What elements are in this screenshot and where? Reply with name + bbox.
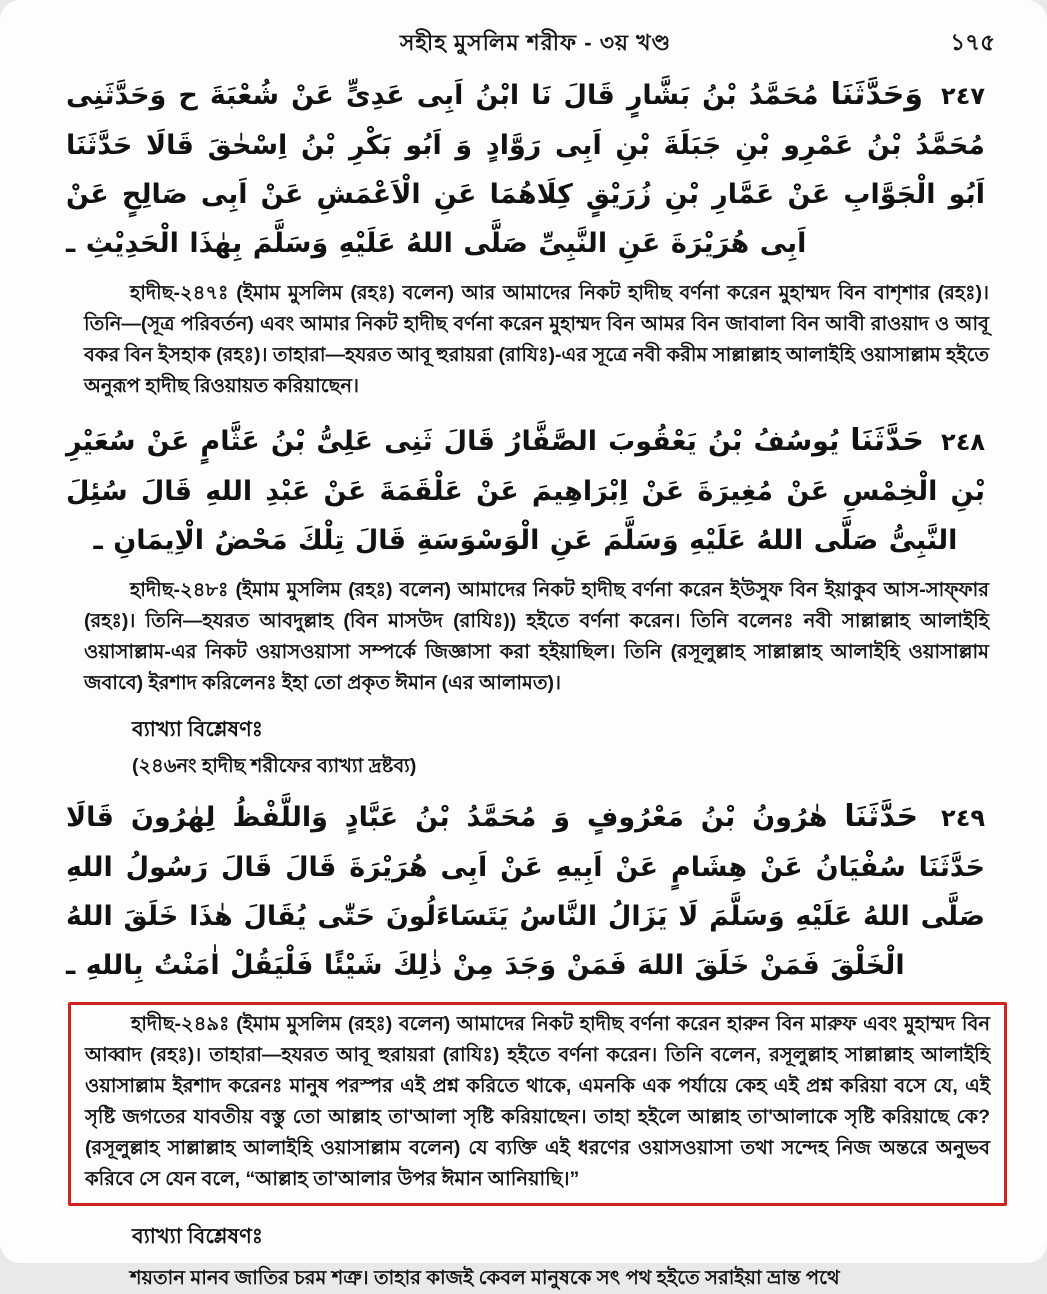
hadith-248-arabic-opening: حَدَّثَنَا [850,424,924,457]
hadith-248-arabic-number: ٢٤٨ [941,429,985,456]
hadith-247-arabic-opening: وَحَدَّثَنَا [830,78,923,111]
arabic-text-hadith-248 [66,416,985,565]
hadith-247-arabic-number: ٢٤٧ [941,83,985,110]
hadith-247-body: (ইমাম মুসলিম (রহঃ) বলেন) আর আমাদের নিকট হাদীছ বর্ণনা করেন মুহাম্মদ বিন বাশৃশার (রহঃ)। তিনি—(সূত্র পরিবর্তন) এবং আমার নিকট হাদীছ বর্ণনা করেন মুহাম্মদ বিন আমর বিন জাবালা বিন আবী রাওয়াদ ও আবূ বকর বিন ইসহাক (রহঃ)। তাহারা—হযরত আবূ হুরায়রা (রাযিঃ)-এর সূত্রে নবী করীম সাল্লাল্লাহ আলাইহি ওয়াসাল্লাম হইতে অনুরূপ হাদীছ রিওয়ায়ত করিয়াছেন। [84,282,990,397]
explanation-heading-1: ব্যাখ্যা বিশ্লেষণঃ [132,718,263,741]
hadith-248-body: (ইমাম মুসলিম (রহঃ) বলেন) আমাদের নিকট হাদীছ বর্ণনা করেন ইউসুফ বিন ইয়াকুব আস-সাফ্ফার (রহঃ)। তিনি—হযরত আবদুল্লাহ (বিন মাসউদ (রাযিঃ)) হইতে বর্ণনা করেন। তিনি বলেনঃ নবী সাল্লাল্লাহ আলাইহি ওয়াসাল্লাম-এর নিকট ওয়াসওয়াসা সম্পর্কে জিজ্ঞাসা করা হইয়াছিল। তিনি (রসূলুল্লাহ সাল্লাল্লাহ আলাইহি ওয়াসাল্লাম জবাবে) ইরশাদ করিলেনঃ ইহা তো প্রকৃত ঈমান (এর আলামত)। [84,579,989,694]
book-title: সহীহ মুসলিম শরীফ - ৩য় খণ্ড [399,30,672,55]
bengali-paragraph-hadith-249 [85,1009,990,1195]
explanation-heading-2: ব্যাখ্যা বিশ্লেষণঃ [132,1225,263,1248]
page-number: ১৭৫ [950,29,995,55]
bengali-paragraph-hadith-248 [84,575,989,699]
explanation-body-2 [84,1263,989,1294]
hadith-249-arabic-isnad: هٰرُونُ بْنُ مَعْرُوفٍ وَ مُحَمَّدُ بْنُ عَبَّادٍ وَاللَّفْظُ لِهٰرُونَ قَالَا حَدَّثَنَا سُفْيَانُ عَنْ هِشَامٍ عَنْ اَبِيهِ عَنْ اَبِى هُرَيْرَةَ قَالَ قَالَ رَسُولُ اللهِ صَلَّى اللهُ عَلَيْهِ وَسَلَّمَ لَا يَزَالُ النَّاسُ يَتَسَاءَلُونَ حَتّٰى يُقَالَ هٰذَا خَلَقَ اللهُ الْخَلْقَ فَمَنْ خَلَقَ اللهَ فَمَنْ وَجَدَ مِنْ ذٰلِكَ شَيْئًا فَلْيَقُلْ اٰمَنْتُ بِاللهِ ـ [66,802,985,980]
hadith-247-arabic-isnad: مُحَمَّدُ بْنُ بَشَّارٍ قَالَ نَا ابْنُ اَبِى عَدِىٍّ عَنْ شُعْبَةَ ح وَحَدَّثَنِى مُحَمَّدُ بْنُ عَمْرِو بْنِ جَبَلَةَ بْنِ اَبِى رَوَّادٍ وَ اَبُو بَكْرِ بْنُ اِسْحٰقَ قَالَا حَدَّثَنَا اَبُو الْجَوَّابِ عَنْ عَمَّارِ بْنِ زُرَيْقٍ كِلَاهُمَا عَنِ الْاَعْمَشِ عَنْ اَبِى صَالِحٍ عَنْ اَبِى هُرَيْرَةَ عَنِ النَّبِىِّ صَلَّى اللهُ عَلَيْهِ وَسَلَّمَ بِهٰذَا الْحَدِيْثِ ـ [66,80,985,258]
hadith-249-arabic-opening: حَدَّثَنَا [844,800,919,833]
hadith-249-body: (ইমাম মুসলিম (রহঃ) বলেন) আমাদের নিকট হাদীছ বর্ণনা করেন হারুন বিন মারুফ এবং মুহাম্মদ বিন আব্বাদ (রহঃ)। তাহারা—হযরত আবূ হুরায়রা (রাযিঃ) হইতে বর্ণনা করেন। তিনি বলেন, রসূলুল্লাহ সাল্লাল্লাহ আলাইহি ওয়াসাল্লাম ইরশাদ করেনঃ মানুষ পরস্পর এই প্রশ্ন করিতে থাকে, এমনকি এক পর্যায়ে কেহ এই প্রশ্ন করিয়া বসে যে, এই সৃষ্টি জগতের যাবতীয় বস্তু তো আল্লাহ তা'আলা সৃষ্টি করিয়াছেন। তাহা হইলে আল্লাহ তা'আলাকে সৃষ্টি করিয়াছে কে? (রসূলুল্লাহ সাল্লাল্লাহ আলাইহি ওয়াসাল্লাম বলেন) যে ব্যক্তি এই ধরণের ওয়াসওয়াসা তথা সন্দেহ নিজ অন্তরে অনুভব করিবে সে যেন বলে, “আল্লাহ তা'আলার উপর ঈমান আনিয়াছি।” [85,1013,990,1190]
explanation-2-text: শয়তান মানব জাতির চরম শত্রু। তাহার কাজই কেবল মানুষকে সৎ পথ হইতে সরাইয়া ভ্রান্ত পথে [130,1267,840,1289]
bengali-paragraph-hadith-247 [84,278,989,402]
red-highlight-box [68,1002,1007,1206]
hadith-249-arabic-number: ٢٤٩ [941,805,985,832]
page-header [84,24,995,64]
arabic-text-hadith-247 [66,70,985,268]
arabic-text-hadith-249 [66,792,985,990]
hadith-247-label: হাদীছ-২৪৭ঃ [130,282,237,304]
explanation-note-1: (২৪৬নং হাদীছ শরীফের ব্যাখ্যা দ্রষ্টব্য) [132,755,417,777]
hadith-249-label: হাদীছ-২৪৯ঃ [131,1013,237,1035]
hadith-248-arabic-isnad: يُوسُفُ بْنُ يَعْقُوبَ الصَّفَّارُ قَالَ ثَنِى عَلِىُّ بْنُ عَثَّامٍ عَنْ سُعَيْرِ بْنِ الْخِمْسِ عَنْ مُغِيرَةَ عَنْ اِبْرَاهِيمَ عَنْ عَلْقَمَةَ عَنْ عَبْدِ اللهِ قَالَ سُئِلَ النَّبِىُّ صَلَّى اللهُ عَلَيْهِ وَسَلَّمَ عَنِ الْوَسْوَسَةِ قَالَ تِلْكَ مَحْضُ الْاِيمَانِ ـ [66,426,985,555]
hadith-248-label: হাদীছ-২৪৮ঃ [130,579,236,601]
